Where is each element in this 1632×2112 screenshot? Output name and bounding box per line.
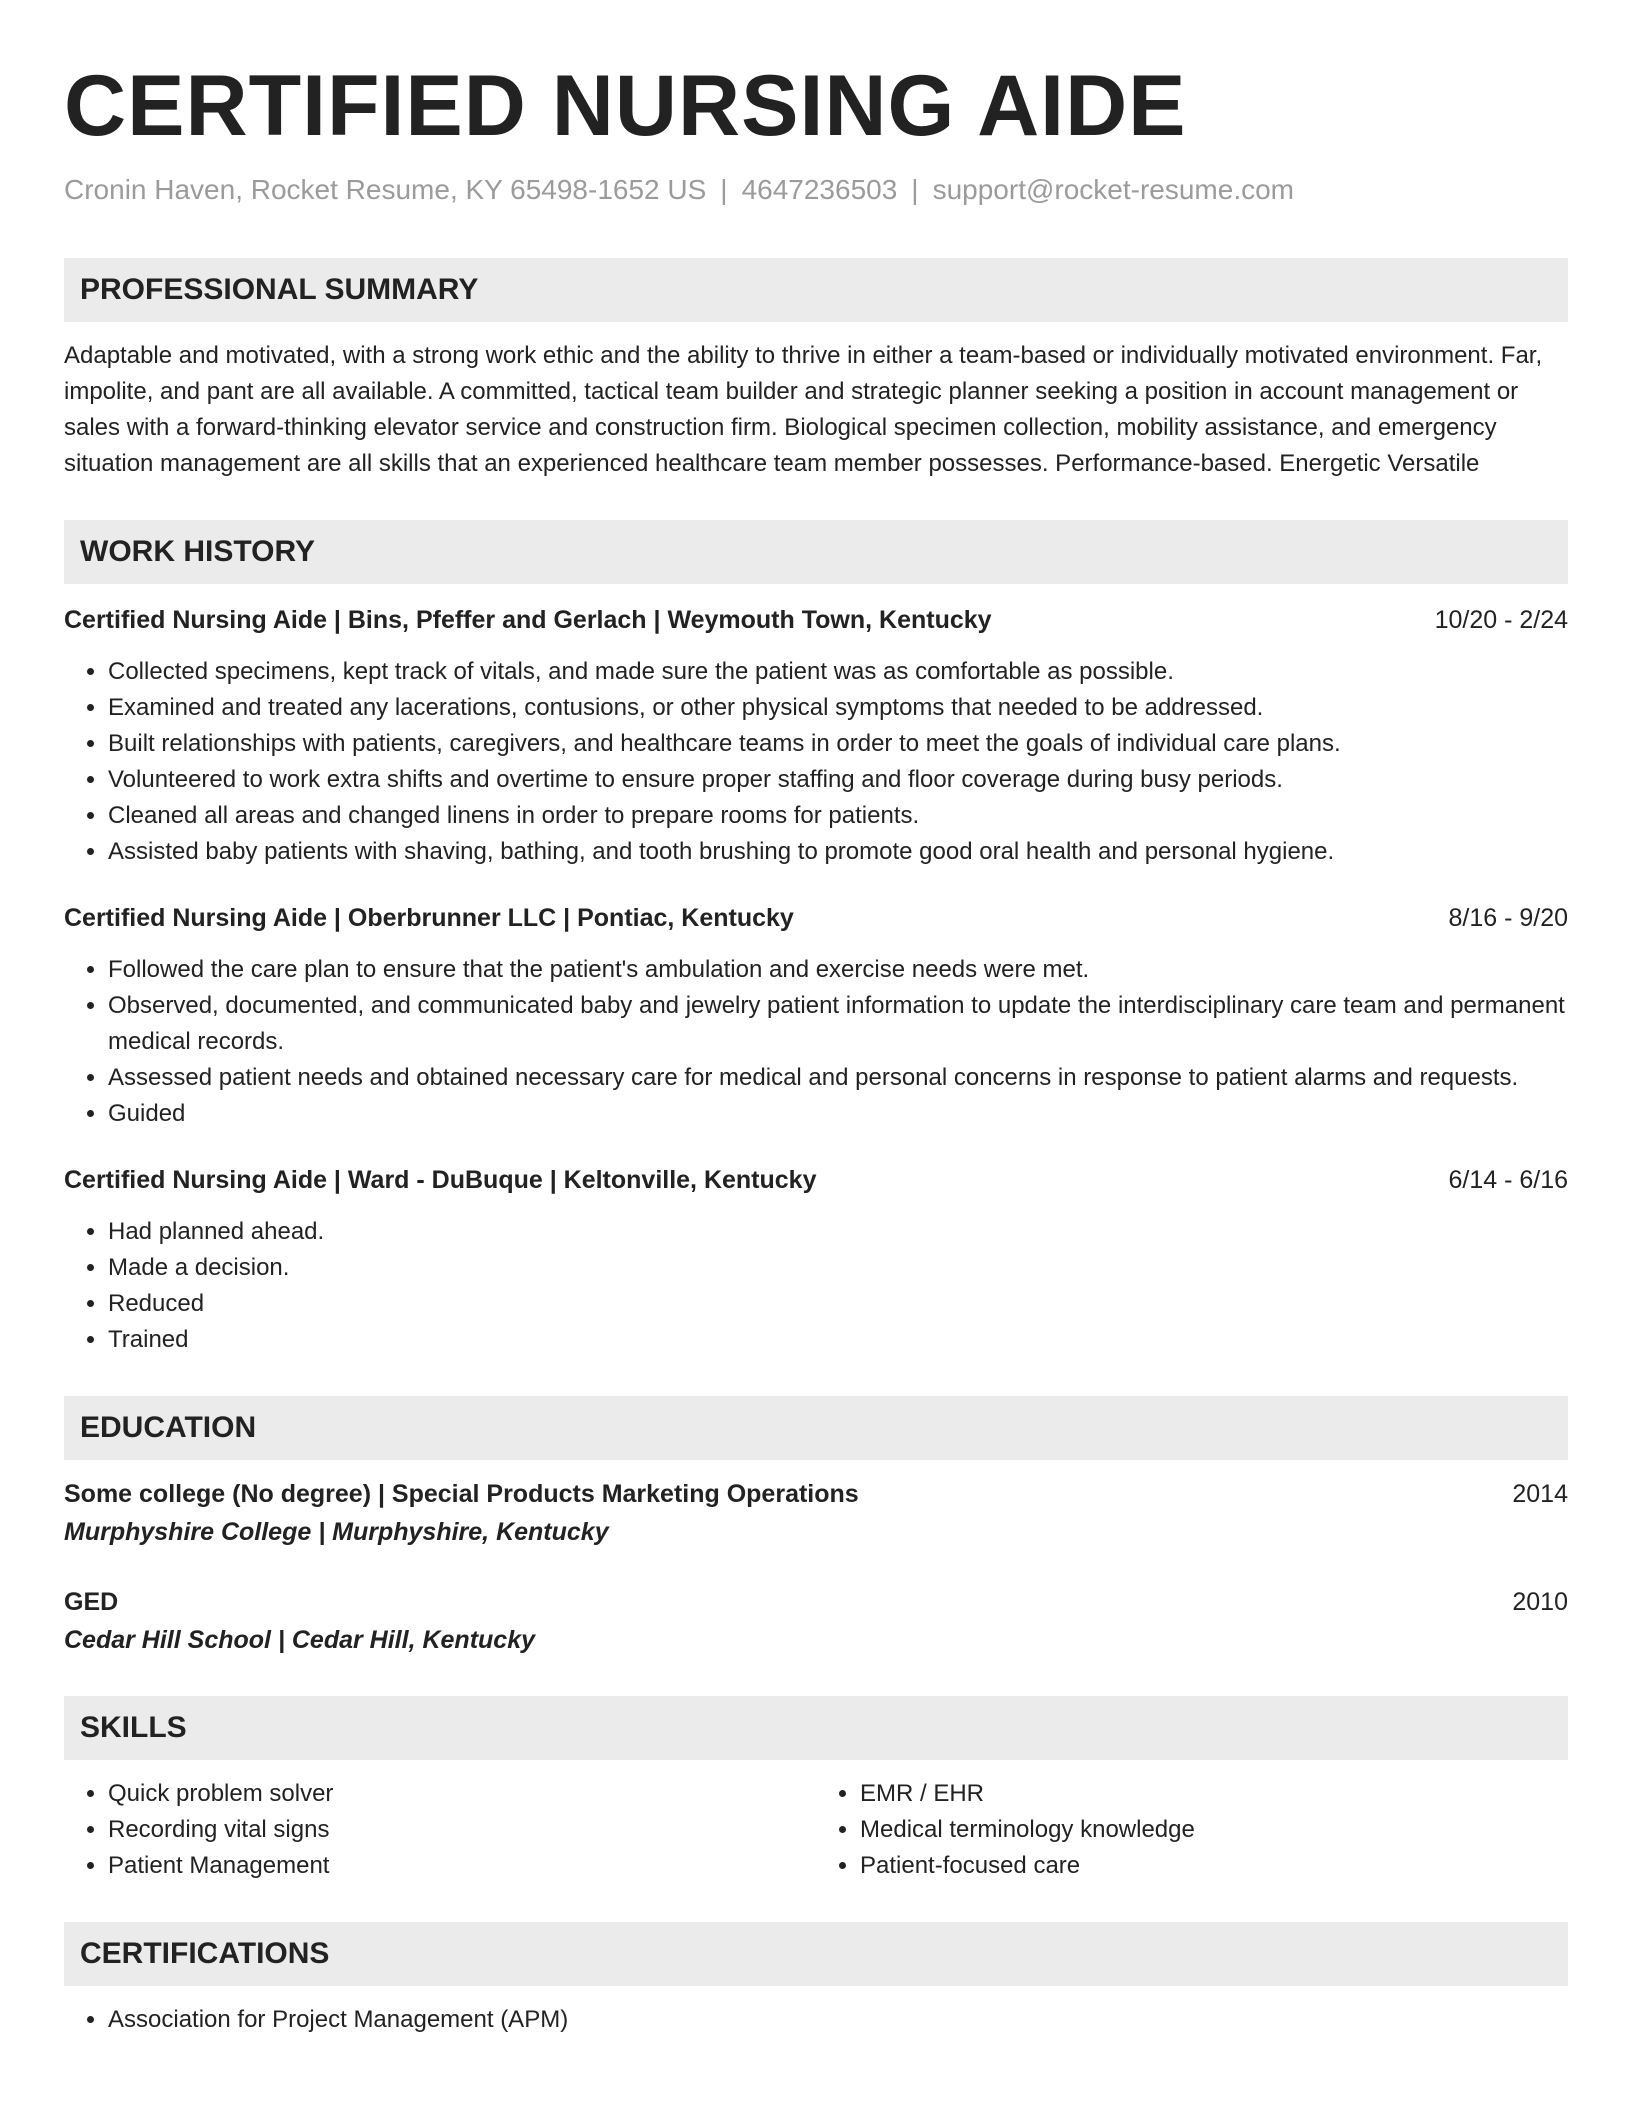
skills-column-left [64,1776,816,1884]
skill-item: • Patient-focused care [860,1848,1568,1884]
skill-item: • Recording vital signs [108,1812,816,1848]
education-year: 2010 [1512,1588,1568,1616]
job-bullet: • Built relationships with patients, caregivers, and healthcare teams in order to meet the goals of individual care plans. [108,726,1568,762]
skills-column-right [816,1776,1568,1884]
section-header-skills: SKILLS [64,1696,1568,1760]
education-degree: Some college (No degree) | Special Products Marketing Operations [64,1480,859,1508]
contact-line [64,172,1568,208]
job-bullet: • Assessed patient needs and obtained necessary care for medical and personal concerns in response to patient alarms and requests. [108,1060,1568,1096]
education-school: Murphyshire College | Murphyshire, Kentucky [64,1518,609,1546]
skill-item: • Medical terminology knowledge [860,1812,1568,1848]
education-degree: GED [64,1588,119,1616]
job-bullet-list [64,654,1568,870]
education-entry [64,1584,1568,1658]
certification-item: • Association for Project Management (APM) [108,2002,1568,2038]
job-bullet: • Reduced [108,1286,1568,1322]
job-title: Certified Nursing Aide | Ward - DuBuque | Keltonville, Kentucky [64,1166,817,1194]
education-school: Cedar Hill School | Cedar Hill, Kentucky [64,1626,535,1654]
section-header-certifications: CERTIFICATIONS [64,1922,1568,1986]
job-entry [64,900,1568,1132]
job-bullet: • Trained [108,1322,1568,1358]
job-title: Certified Nursing Aide | Oberbrunner LLC | Pontiac, Kentucky [64,904,794,932]
job-bullet: • Had planned ahead. [108,1214,1568,1250]
education-heading-row [64,1584,1568,1620]
job-bullet: • Examined and treated any lacerations, contusions, or other physical symptoms that needed to be addressed. [108,690,1568,726]
skill-item: • EMR / EHR [860,1776,1568,1812]
job-bullet: • Guided [108,1096,1568,1132]
job-bullet-list [64,952,1568,1132]
job-entry [64,602,1568,870]
job-bullet: • Collected specimens, kept track of vitals, and made sure the patient was as comfortable as possible. [108,654,1568,690]
job-bullet: • Made a decision. [108,1250,1568,1286]
job-title: Certified Nursing Aide | Bins, Pfeffer and Gerlach | Weymouth Town, Kentucky [64,606,992,634]
contact-email: support@rocket-resume.com [932,174,1295,205]
contact-address: Cronin Haven, Rocket Resume, KY 65498-1652 US [64,174,707,205]
summary-text: Adaptable and motivated, with a strong work ethic and the ability to thrive in either a team-based or individually motivated environment. Far, impolite, and pant are all available. A committed, tactical team builder and strategic planner seeking a position in account management or sales with a forward-thinking elevator service and construction firm. Biological specimen collection, mobility assistance, and emergency situation management are all skills that an experienced healthcare team member possesses. Performance-based. Energetic Versatile [64,342,1543,477]
job-entry [64,1162,1568,1358]
job-heading-row [64,602,1568,638]
job-bullet: • Observed, documented, and communicated baby and jewelry patient information to update the interdisciplinary care team and permanent medical records. [108,988,1568,1060]
job-heading-row [64,1162,1568,1198]
job-bullet: • Assisted baby patients with shaving, bathing, and tooth brushing to promote good oral health and personal hygiene. [108,834,1568,870]
certifications-list [64,2002,1568,2038]
section-header-work-history: WORK HISTORY [64,520,1568,584]
education-entry [64,1476,1568,1550]
job-bullet: • Cleaned all areas and changed linens in order to prepare rooms for patients. [108,798,1568,834]
skill-item: • Patient Management [108,1848,816,1884]
job-dates: 8/16 - 9/20 [1448,904,1568,932]
job-bullet-list [64,1214,1568,1358]
education-year: 2014 [1512,1480,1568,1508]
job-bullet: • Volunteered to work extra shifts and overtime to ensure proper staffing and floor coverage during busy periods. [108,762,1568,798]
job-dates: 6/14 - 6/16 [1448,1166,1568,1194]
section-header-education: EDUCATION [64,1396,1568,1460]
job-bullet: • Followed the care plan to ensure that the patient's ambulation and exercise needs were met. [108,952,1568,988]
contact-separator: | [720,174,728,205]
resume-name: CERTIFIED NURSING AIDE [64,58,1187,154]
section-header-summary: PROFESSIONAL SUMMARY [64,258,1568,322]
contact-separator: | [911,174,919,205]
skill-item: • Quick problem solver [108,1776,816,1812]
job-heading-row [64,900,1568,936]
skills-grid [64,1776,1568,1884]
education-heading-row [64,1476,1568,1512]
job-dates: 10/20 - 2/24 [1434,606,1568,634]
contact-phone: 4647236503 [741,174,898,205]
